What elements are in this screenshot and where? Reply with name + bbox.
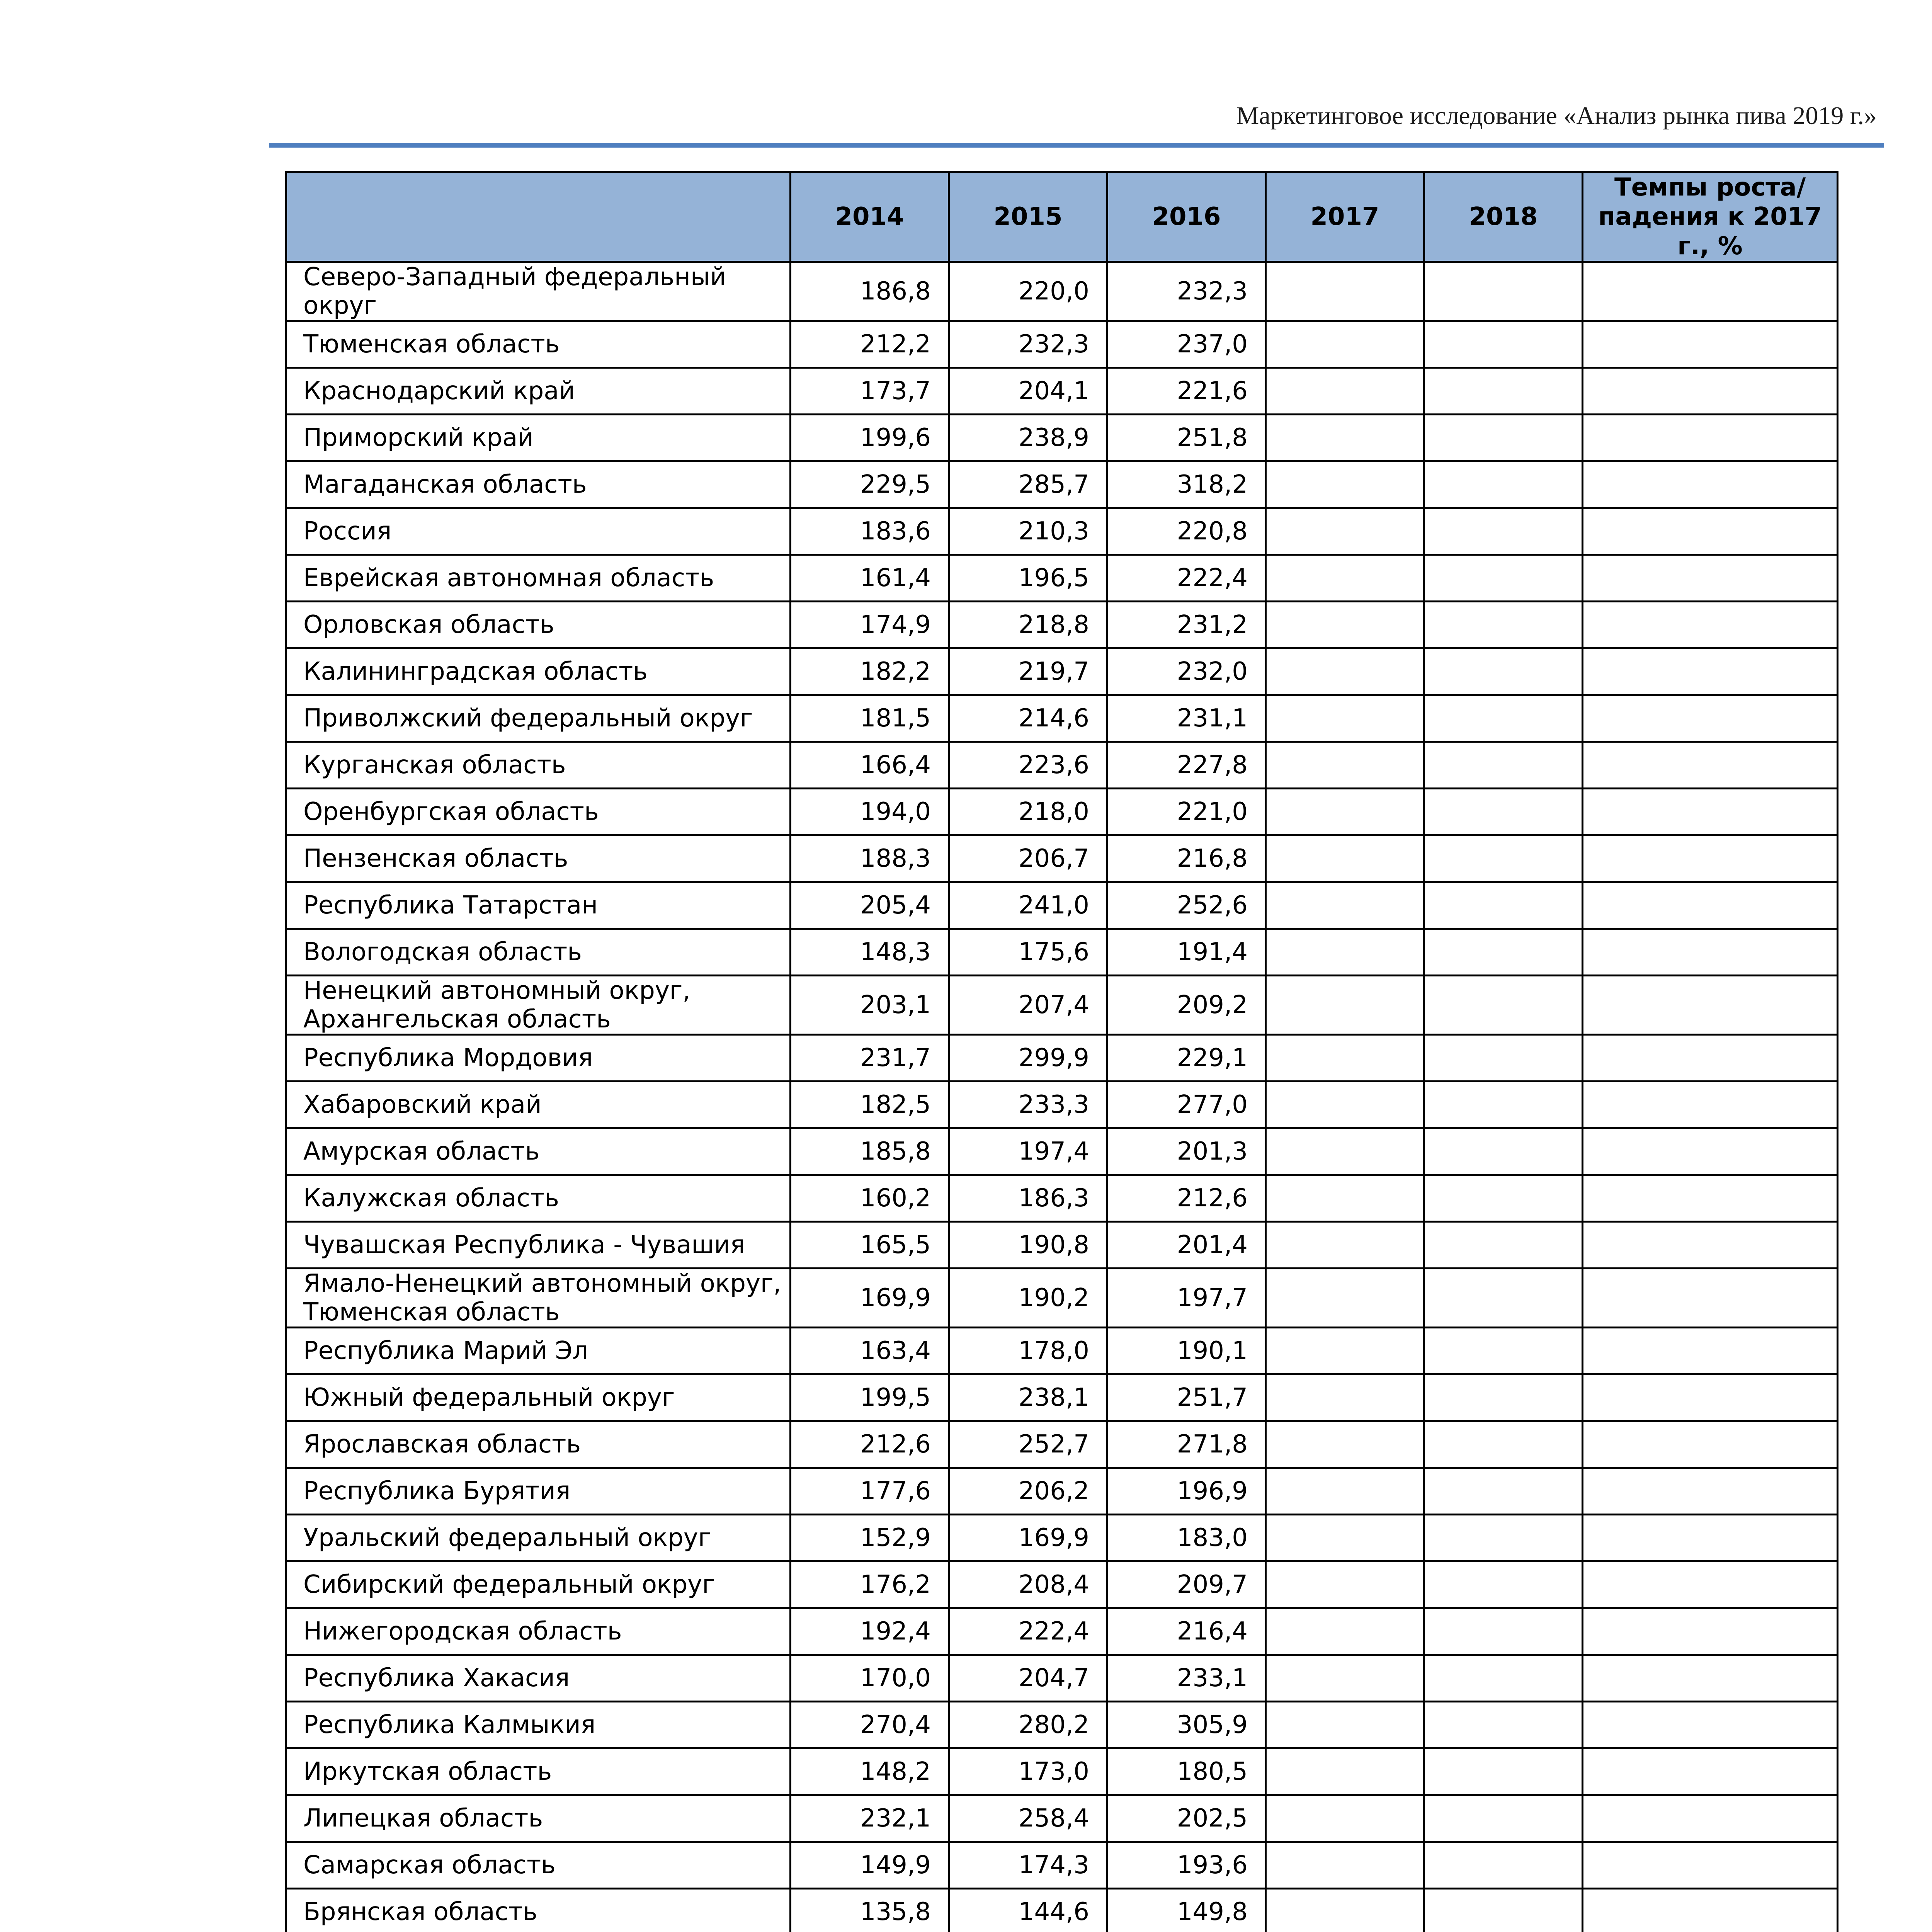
value-2016-cell: 232,0 [1107,648,1266,695]
region-cell: Амурская область [286,1128,791,1175]
value-2016-cell: 201,4 [1107,1222,1266,1269]
value-2015-cell: 258,4 [949,1795,1107,1842]
value-2018-cell [1424,461,1583,508]
value-2015-cell: 204,7 [949,1655,1107,1702]
table-row [286,602,1838,648]
region-cell: Республика Мордовия [286,1035,791,1082]
value-2018-cell [1424,1468,1583,1515]
value-2018-cell [1424,602,1583,648]
value-2015-cell: 174,3 [949,1842,1107,1889]
value-2018-cell [1424,1175,1583,1222]
value-2017-cell [1266,1222,1424,1269]
growth-rate-cell [1583,929,1838,976]
table-row [286,1374,1838,1421]
value-2015-cell: 206,2 [949,1468,1107,1515]
header-divider [269,143,1884,148]
value-2017-cell [1266,1561,1424,1608]
value-2017-cell [1266,1175,1424,1222]
value-2018-cell [1424,1269,1583,1328]
value-2017-cell [1266,648,1424,695]
value-2016-cell: 229,1 [1107,1035,1266,1082]
table-row [286,648,1838,695]
region-cell: Тюменская область [286,321,791,368]
value-2014-cell: 203,1 [791,976,949,1035]
region-cell: Курганская область [286,742,791,789]
growth-rate-cell [1583,262,1838,321]
value-2017-cell [1266,508,1424,555]
value-2018-cell [1424,368,1583,415]
value-2015-cell: 173,0 [949,1748,1107,1795]
growth-rate-cell [1583,1269,1838,1328]
value-2016-cell: 251,7 [1107,1374,1266,1421]
value-2016-cell: 277,0 [1107,1082,1266,1128]
value-2016-cell: 318,2 [1107,461,1266,508]
column-header-2014: 2014 [791,172,949,262]
table-row [286,321,1838,368]
table-row [286,368,1838,415]
value-2014-cell: 199,6 [791,415,949,461]
value-2015-cell: 280,2 [949,1702,1107,1748]
table-row [286,262,1838,321]
value-2016-cell: 209,2 [1107,976,1266,1035]
value-2014-cell: 182,2 [791,648,949,695]
region-cell: Краснодарский край [286,368,791,415]
value-2016-cell: 209,7 [1107,1561,1266,1608]
value-2014-cell: 185,8 [791,1128,949,1175]
value-2017-cell [1266,789,1424,835]
value-2015-cell: 197,4 [949,1128,1107,1175]
column-header-region [286,172,791,262]
value-2017-cell [1266,695,1424,742]
value-2017-cell [1266,1128,1424,1175]
value-2018-cell [1424,835,1583,882]
region-cell: Приморский край [286,415,791,461]
value-2015-cell: 144,6 [949,1889,1107,1932]
value-2015-cell: 223,6 [949,742,1107,789]
value-2016-cell: 193,6 [1107,1842,1266,1889]
column-header-2015: 2015 [949,172,1107,262]
growth-rate-cell [1583,1082,1838,1128]
region-cell: Россия [286,508,791,555]
table-row [286,1889,1838,1932]
table-row [286,461,1838,508]
value-2015-cell: 222,4 [949,1608,1107,1655]
region-cell: Ярославская область [286,1421,791,1468]
value-2018-cell [1424,1702,1583,1748]
growth-rate-cell [1583,1222,1838,1269]
growth-rate-cell [1583,1175,1838,1222]
region-cell: Республика Марий Эл [286,1328,791,1374]
table-row [286,1468,1838,1515]
region-cell: Нижегородская область [286,1608,791,1655]
value-2014-cell: 231,7 [791,1035,949,1082]
growth-rate-cell [1583,835,1838,882]
value-2015-cell: 207,4 [949,976,1107,1035]
region-cell: Липецкая область [286,1795,791,1842]
region-cell: Самарская область [286,1842,791,1889]
growth-rate-cell [1583,976,1838,1035]
region-cell: Республика Хакасия [286,1655,791,1702]
table-row [286,1269,1838,1328]
value-2017-cell [1266,1468,1424,1515]
table-row [286,1748,1838,1795]
growth-rate-cell [1583,1608,1838,1655]
value-2018-cell [1424,321,1583,368]
region-cell: Брянская область [286,1889,791,1932]
value-2017-cell [1266,1421,1424,1468]
value-2015-cell: 208,4 [949,1561,1107,1608]
value-2017-cell [1266,262,1424,321]
growth-rate-cell [1583,1128,1838,1175]
growth-rate-cell [1583,789,1838,835]
value-2014-cell: 186,8 [791,262,949,321]
value-2014-cell: 232,1 [791,1795,949,1842]
region-cell: Сибирский федеральный округ [286,1561,791,1608]
value-2014-cell: 148,2 [791,1748,949,1795]
value-2017-cell [1266,602,1424,648]
value-2014-cell: 182,5 [791,1082,949,1128]
value-2018-cell [1424,1608,1583,1655]
value-2015-cell: 220,0 [949,262,1107,321]
value-2018-cell [1424,976,1583,1035]
value-2017-cell [1266,1328,1424,1374]
value-2017-cell [1266,1608,1424,1655]
value-2017-cell [1266,1702,1424,1748]
column-header-growth-rate: Темпы роста/падения к 2017 г., % [1583,172,1838,262]
value-2015-cell: 218,0 [949,789,1107,835]
table-row [286,695,1838,742]
value-2014-cell: 149,9 [791,1842,949,1889]
region-cell: Уральский федеральный округ [286,1515,791,1561]
value-2016-cell: 196,9 [1107,1468,1266,1515]
region-cell: Калужская область [286,1175,791,1222]
value-2015-cell: 299,9 [949,1035,1107,1082]
value-2015-cell: 206,7 [949,835,1107,882]
value-2014-cell: 177,6 [791,1468,949,1515]
value-2018-cell [1424,929,1583,976]
table-row [286,835,1838,882]
growth-rate-cell [1583,1702,1838,1748]
table-header-row [286,172,1838,262]
column-header-2017: 2017 [1266,172,1424,262]
value-2018-cell [1424,1889,1583,1932]
region-cell: Ямало-Ненецкий автономный округ, Тюменская область [286,1269,791,1328]
growth-rate-cell [1583,1374,1838,1421]
value-2018-cell [1424,1748,1583,1795]
table-row [286,1421,1838,1468]
table-row [286,1702,1838,1748]
growth-rate-cell [1583,882,1838,929]
value-2015-cell: 233,3 [949,1082,1107,1128]
region-cell: Республика Калмыкия [286,1702,791,1748]
value-2014-cell: 165,5 [791,1222,949,1269]
value-2016-cell: 149,8 [1107,1889,1266,1932]
table-row [286,1608,1838,1655]
value-2018-cell [1424,508,1583,555]
value-2017-cell [1266,461,1424,508]
value-2014-cell: 188,3 [791,835,949,882]
table-row [286,1561,1838,1608]
growth-rate-cell [1583,1748,1838,1795]
value-2018-cell [1424,1374,1583,1421]
value-2014-cell: 135,8 [791,1889,949,1932]
value-2017-cell [1266,1035,1424,1082]
value-2015-cell: 204,1 [949,368,1107,415]
table-row [286,929,1838,976]
value-2018-cell [1424,882,1583,929]
table-row [286,555,1838,602]
region-cell: Приволжский федеральный округ [286,695,791,742]
value-2016-cell: 271,8 [1107,1421,1266,1468]
value-2015-cell: 252,7 [949,1421,1107,1468]
value-2017-cell [1266,555,1424,602]
value-2014-cell: 181,5 [791,695,949,742]
column-header-2016: 2016 [1107,172,1266,262]
table-row [286,1515,1838,1561]
growth-rate-cell [1583,461,1838,508]
value-2017-cell [1266,368,1424,415]
value-2014-cell: 194,0 [791,789,949,835]
growth-rate-cell [1583,1328,1838,1374]
value-2018-cell [1424,789,1583,835]
value-2017-cell [1266,1795,1424,1842]
growth-rate-cell [1583,1795,1838,1842]
value-2014-cell: 161,4 [791,555,949,602]
value-2017-cell [1266,1842,1424,1889]
table-row [286,1222,1838,1269]
price-table [285,171,1838,1932]
value-2017-cell [1266,929,1424,976]
value-2014-cell: 192,4 [791,1608,949,1655]
value-2015-cell: 218,8 [949,602,1107,648]
region-cell: Пензенская область [286,835,791,882]
growth-rate-cell [1583,555,1838,602]
value-2018-cell [1424,262,1583,321]
value-2016-cell: 212,6 [1107,1175,1266,1222]
value-2015-cell: 169,9 [949,1515,1107,1561]
value-2016-cell: 231,2 [1107,602,1266,648]
growth-rate-cell [1583,1515,1838,1561]
value-2016-cell: 233,1 [1107,1655,1266,1702]
growth-rate-cell [1583,1035,1838,1082]
value-2014-cell: 212,6 [791,1421,949,1468]
region-cell: Чувашская Республика - Чувашия [286,1222,791,1269]
value-2016-cell: 220,8 [1107,508,1266,555]
growth-rate-cell [1583,508,1838,555]
value-2016-cell: 201,3 [1107,1128,1266,1175]
region-cell: Хабаровский край [286,1082,791,1128]
value-2018-cell [1424,1035,1583,1082]
value-2014-cell: 148,3 [791,929,949,976]
value-2017-cell [1266,1748,1424,1795]
value-2017-cell [1266,1269,1424,1328]
growth-rate-cell [1583,1889,1838,1932]
value-2017-cell [1266,415,1424,461]
region-cell: Еврейская автономная область [286,555,791,602]
table-row [286,1035,1838,1082]
value-2014-cell: 174,9 [791,602,949,648]
value-2014-cell: 270,4 [791,1702,949,1748]
value-2017-cell [1266,1515,1424,1561]
region-cell: Иркутская область [286,1748,791,1795]
value-2017-cell [1266,976,1424,1035]
growth-rate-cell [1583,742,1838,789]
value-2015-cell: 219,7 [949,648,1107,695]
growth-rate-cell [1583,415,1838,461]
region-cell: Магаданская область [286,461,791,508]
growth-rate-cell [1583,1421,1838,1468]
region-cell: Республика Татарстан [286,882,791,929]
table-row [286,1655,1838,1702]
value-2018-cell [1424,1082,1583,1128]
value-2016-cell: 237,0 [1107,321,1266,368]
value-2017-cell [1266,882,1424,929]
table-row [286,976,1838,1035]
value-2017-cell [1266,1655,1424,1702]
value-2018-cell [1424,695,1583,742]
value-2016-cell: 305,9 [1107,1702,1266,1748]
value-2015-cell: 178,0 [949,1328,1107,1374]
value-2018-cell [1424,415,1583,461]
table-row [286,882,1838,929]
value-2018-cell [1424,1222,1583,1269]
value-2014-cell: 163,4 [791,1328,949,1374]
value-2017-cell [1266,1082,1424,1128]
value-2018-cell [1424,1328,1583,1374]
value-2018-cell [1424,1128,1583,1175]
table-row [286,415,1838,461]
value-2016-cell: 232,3 [1107,262,1266,321]
value-2014-cell: 205,4 [791,882,949,929]
value-2015-cell: 190,8 [949,1222,1107,1269]
value-2014-cell: 176,2 [791,1561,949,1608]
region-cell: Орловская область [286,602,791,648]
growth-rate-cell [1583,648,1838,695]
table-row [286,508,1838,555]
value-2018-cell [1424,1561,1583,1608]
value-2016-cell: 216,8 [1107,835,1266,882]
value-2017-cell [1266,835,1424,882]
value-2018-cell [1424,1795,1583,1842]
value-2016-cell: 251,8 [1107,415,1266,461]
value-2015-cell: 186,3 [949,1175,1107,1222]
value-2016-cell: 183,0 [1107,1515,1266,1561]
region-cell: Республика Бурятия [286,1468,791,1515]
value-2016-cell: 197,7 [1107,1269,1266,1328]
value-2018-cell [1424,648,1583,695]
value-2015-cell: 241,0 [949,882,1107,929]
value-2016-cell: 202,5 [1107,1795,1266,1842]
document-header-title: Маркетинговое исследование «Анализ рынка пива 2019 г.» [1236,102,1877,130]
value-2017-cell [1266,1374,1424,1421]
table-row [286,1175,1838,1222]
value-2018-cell [1424,555,1583,602]
value-2014-cell: 173,7 [791,368,949,415]
value-2014-cell: 212,2 [791,321,949,368]
value-2018-cell [1424,742,1583,789]
value-2014-cell: 160,2 [791,1175,949,1222]
value-2016-cell: 227,8 [1107,742,1266,789]
value-2015-cell: 238,9 [949,415,1107,461]
value-2018-cell [1424,1842,1583,1889]
table-row [286,1842,1838,1889]
region-cell: Оренбургская область [286,789,791,835]
value-2014-cell: 170,0 [791,1655,949,1702]
value-2014-cell: 199,5 [791,1374,949,1421]
value-2014-cell: 169,9 [791,1269,949,1328]
value-2016-cell: 180,5 [1107,1748,1266,1795]
value-2015-cell: 238,1 [949,1374,1107,1421]
region-cell: Калининградская область [286,648,791,695]
value-2015-cell: 210,3 [949,508,1107,555]
table-row [286,789,1838,835]
value-2018-cell [1424,1655,1583,1702]
growth-rate-cell [1583,368,1838,415]
value-2014-cell: 152,9 [791,1515,949,1561]
value-2018-cell [1424,1515,1583,1561]
value-2015-cell: 196,5 [949,555,1107,602]
value-2016-cell: 231,1 [1107,695,1266,742]
value-2014-cell: 229,5 [791,461,949,508]
table-row [286,742,1838,789]
growth-rate-cell [1583,1561,1838,1608]
region-cell: Южный федеральный округ [286,1374,791,1421]
value-2016-cell: 222,4 [1107,555,1266,602]
value-2017-cell [1266,321,1424,368]
growth-rate-cell [1583,1468,1838,1515]
column-header-2018: 2018 [1424,172,1583,262]
growth-rate-cell [1583,1842,1838,1889]
value-2016-cell: 252,6 [1107,882,1266,929]
value-2015-cell: 190,2 [949,1269,1107,1328]
growth-rate-cell [1583,602,1838,648]
table-row [286,1128,1838,1175]
value-2017-cell [1266,1889,1424,1932]
value-2015-cell: 285,7 [949,461,1107,508]
value-2014-cell: 183,6 [791,508,949,555]
table-row [286,1795,1838,1842]
table-row [286,1082,1838,1128]
growth-rate-cell [1583,695,1838,742]
value-2018-cell [1424,1421,1583,1468]
value-2016-cell: 191,4 [1107,929,1266,976]
growth-rate-cell [1583,1655,1838,1702]
value-2017-cell [1266,742,1424,789]
region-cell: Вологодская область [286,929,791,976]
value-2016-cell: 221,6 [1107,368,1266,415]
value-2015-cell: 175,6 [949,929,1107,976]
value-2016-cell: 190,1 [1107,1328,1266,1374]
region-cell: Северо-Западный федеральный округ [286,262,791,321]
value-2016-cell: 221,0 [1107,789,1266,835]
value-2015-cell: 214,6 [949,695,1107,742]
value-2014-cell: 166,4 [791,742,949,789]
table-row [286,1328,1838,1374]
value-2016-cell: 216,4 [1107,1608,1266,1655]
region-cell: Ненецкий автономный округ, Архангельская область [286,976,791,1035]
value-2015-cell: 232,3 [949,321,1107,368]
growth-rate-cell [1583,321,1838,368]
